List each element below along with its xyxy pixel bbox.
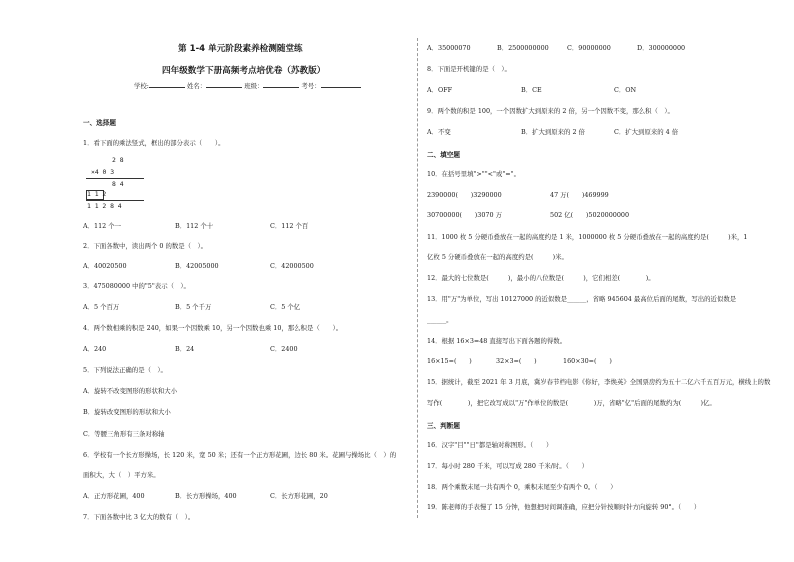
exam-label: 考号： — [301, 82, 321, 90]
question-18: 18．两个乘数末尾一共有两个 0，乘积末尾至少有两个 0。（ ） — [427, 483, 617, 491]
question-11-line-1: 11．1000 枚 5 分硬币叠放在一起的高度约是 1 米，1000000 枚 5 分硬币叠放在一起的高度约是( )米，1 — [427, 233, 748, 241]
q1-option-a[interactable]: A．112 个一 — [83, 222, 122, 230]
question-11-line-2: 亿枚 5 分硬币叠放在一起的高度约是( )米。 — [427, 253, 568, 261]
q2-option-a[interactable]: A．40020500 — [83, 262, 127, 270]
question-14: 14．根据 16×3=48 直接写出下面各题的得数。 — [427, 337, 567, 345]
q7-option-b[interactable]: B．2500000000 — [497, 44, 549, 52]
q8-option-b[interactable]: B．CE — [521, 86, 542, 94]
q5-option-c[interactable]: C．等腰三角形有三条对称轴 — [83, 430, 165, 438]
name-blank[interactable] — [206, 81, 242, 88]
q14-item-3[interactable]: 160×30=( ) — [563, 357, 612, 365]
question-13-line-2: ______。 — [427, 316, 453, 324]
q7-option-d[interactable]: D．300000000 — [637, 44, 686, 52]
q14-item-1[interactable]: 16×15=( ) — [427, 357, 472, 365]
class-blank[interactable] — [263, 81, 299, 88]
question-6-line-2: 面积大，大（ ）平方米。 — [83, 471, 160, 479]
q7-option-a[interactable]: A．35000070 — [427, 44, 471, 52]
q6-option-b[interactable]: B．长方形操场，400 — [175, 492, 237, 500]
column-divider — [417, 38, 418, 518]
q5-option-a[interactable]: A．旋转不改变图形的形状和大小 — [83, 387, 178, 395]
q4-option-b[interactable]: B．24 — [175, 345, 195, 353]
q1-option-b[interactable]: B．112 个十 — [175, 222, 214, 230]
q2-option-b[interactable]: B．42005000 — [175, 262, 219, 270]
q3-option-b[interactable]: B．5 个千万 — [175, 303, 212, 311]
question-9: 9．两个数的积是 100，一个因数扩大到原来的 2 倍，另一个因数不变，那么积（ ）。 — [427, 107, 674, 115]
calc-line-3: 8 4 — [112, 180, 124, 188]
section-choice-heading: 一、选择题 — [83, 119, 116, 127]
calc-line-5: 1 1 2 8 4 — [87, 202, 122, 210]
q7-option-c[interactable]: C．90000000 — [567, 44, 611, 52]
question-16: 16．汉字"目""日"都是轴对称图形。（ ） — [427, 441, 553, 449]
question-7: 7．下面各数中比 3 亿大的数有（ ）。 — [83, 513, 195, 521]
exam-blank[interactable] — [321, 81, 361, 88]
q9-option-b[interactable]: B．扩大到原来的 2 倍 — [521, 128, 585, 136]
page-subtitle: 四年级数学下册高频考点培优卷（苏教版） — [162, 66, 326, 76]
question-3: 3．475080000 中的"5"表示（ ）。 — [83, 282, 190, 290]
calc-line-4: 1 1 2 — [87, 190, 107, 198]
calc-line-2: ×4 0 3 — [91, 168, 115, 176]
question-15-line-2: 写作( )，把它改写成以"万"作单位的数是( )万，省略"亿"后面的尾数约为( )亿。 — [427, 399, 716, 407]
question-1: 1．看下面的乘法竖式，框出的部分表示（ ）。 — [83, 139, 225, 147]
name-label: 姓名： — [186, 82, 207, 90]
q4-option-a[interactable]: A．240 — [83, 345, 107, 353]
question-8: 8．下面是开机键的是（ ）。 — [427, 65, 511, 73]
q10-item-1[interactable]: 2390000( )3290000 — [427, 191, 502, 199]
q8-option-c[interactable]: C．ON — [614, 86, 637, 94]
question-4: 4．两个数相乘的积是 240，如果一个因数乘 10，另一个因数也乘 10，那么积是（ ）。 — [83, 324, 343, 332]
calc-rule-2 — [86, 200, 144, 201]
calc-rule-1 — [86, 178, 144, 179]
question-10: 10．在括号里填">""<"或"="。 — [427, 170, 520, 178]
q9-option-a[interactable]: A．不变 — [427, 128, 451, 136]
school-blank[interactable] — [149, 81, 185, 88]
question-6-line-1: 6．学校有一个长方形操场，长 120 米，宽 50 米；还有一个正方形花圃，边长 80 米。花圃与操场比（ ）的 — [83, 451, 397, 459]
q2-option-c[interactable]: C．42000500 — [270, 262, 314, 270]
q6-option-a[interactable]: A．正方形花圃，400 — [83, 492, 145, 500]
q4-option-c[interactable]: C．2400 — [270, 345, 298, 353]
q1-option-c[interactable]: C．112 个百 — [270, 222, 309, 230]
question-13-line-1: 13．用"万"为单位，写出 10127000 的近似数是______，省略 945604 最高位后面的尾数，写出的近似数是 — [427, 295, 737, 303]
section-judge-heading: 三、判断题 — [427, 422, 460, 430]
page-title: 第 1-4 单元阶段素养检测随堂练 — [178, 44, 303, 54]
section-fill-heading: 二、填空题 — [427, 151, 460, 159]
question-5: 5．下列说法正确的是（ ）。 — [83, 366, 167, 374]
q6-option-c[interactable]: C．长方形花圃，20 — [270, 492, 328, 500]
q5-option-b[interactable]: B．旋转改变图形的形状和大小 — [83, 408, 171, 416]
q8-option-a[interactable]: A．OFF — [427, 86, 453, 94]
q10-item-3[interactable]: 30700000( )3070 万 — [427, 211, 502, 219]
calc-line-1: 2 8 — [112, 156, 124, 164]
q3-option-c[interactable]: C．5 个亿 — [270, 303, 301, 311]
question-15-line-1: 15．据统计，截至 2021 年 3 月底，冀岁春节档电影《你好，李焕英》全国票房约为五十二亿六千五百万元，横线上的数 — [427, 378, 771, 386]
q10-item-2[interactable]: 47 万( )469999 — [550, 191, 609, 199]
question-19: 19．陈老师的手表慢了 15 分钟，他想把时间调准确，应把分针按顺时针方向旋转 90°。（ ） — [427, 503, 701, 511]
q10-item-4[interactable]: 502 亿( )5020000000 — [550, 211, 630, 219]
q14-item-2[interactable]: 32×3=( ) — [496, 357, 537, 365]
question-17: 17．每小时 280 千米，可以写成 280 千米/时。（ ） — [427, 462, 589, 470]
q9-option-c[interactable]: C．扩大到原来的 4 倍 — [614, 128, 679, 136]
class-label: 班级： — [244, 82, 264, 90]
question-12: 12．最大的七位数是( )，最小的八位数是( )，它们相差( )。 — [427, 274, 655, 282]
question-2: 2．下面各数中，读出两个 0 的数是（ ）。 — [83, 242, 208, 250]
q3-option-a[interactable]: A．5 个百万 — [83, 303, 120, 311]
student-info-line — [134, 81, 361, 90]
school-label: 学校: — [134, 82, 149, 90]
